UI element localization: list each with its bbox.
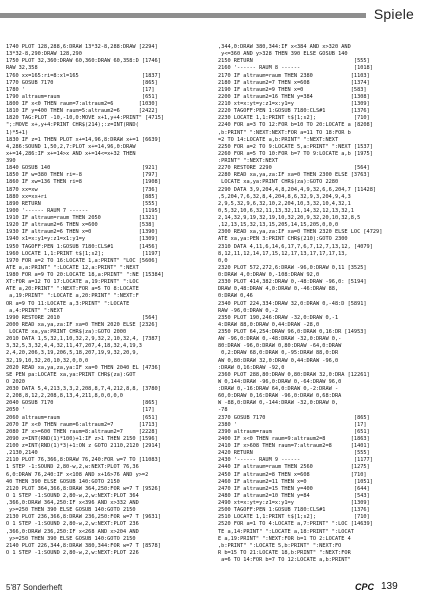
issue-label: 5'87 Sonderheft [6,583,63,592]
code-line: 2150 RETURN [555] [218,58,370,65]
code-line: 1860 IF xw=136 THEN ri=8 [1908] [6,179,161,186]
code-line: 2080 IF x>=600 THEN raum=8:altraum2=7 [2228] [6,428,158,435]
code-line: 1740 PLOT 128,288,6:DRAW 13*32-8,288:DRAW [2294] [6,44,158,50]
code-line: 1970 FOR a=2 TO 16:LOCATE 1,a:PRINT" "LOC [5606] [6,257,158,264]
code-line: 2210 xt=x:yt=y:z1=x:y1=y [1309] [218,101,370,107]
code-line: 2410 IF x>608 THEN raum=7:altraum2=8 [1401] [218,443,370,449]
code-line: 2190 IF altraum2=9 THEN x=0 [583] [218,86,367,93]
code-line: y>=250 THEN 390 ELSE GOSUB 140:GOTO 2150 [6,507,136,514]
code-line: ,b:PRINT" ":NEXT:NEXT:FOR a=11 TO 18:FOR b [218,129,351,136]
code-line: :DRAW 0,-16:DRAW 64,0:DRAW 0,-2:DRAW - [218,386,339,392]
code-line: 32,19,10,32,20,10,32,0,0,0 [6,357,89,364]
code-line: 2300 READ xa,ya,za:IF xa=0 THEN 2320 ELSE LOC [4729] [218,229,383,236]
code-line: 2380 ' [17] [218,421,367,428]
code-line: 2040 GOSUB 7170 [865] [6,400,158,407]
code-line: 2180 IF altraum2=7 THEN x=608 [1374] [218,79,370,86]
code-line: 2,9,5,32,9,6,32,10,2,204,10,3,32,10,4,32,1 [218,200,351,207]
code-line: 1870 xx=xw [736] [6,186,158,193]
code-line: 2280 READ xa,ya,za:IF xa=0 THEN 2300 ELSE [3763] [218,172,370,179]
code-line: 1800 IF x<0 THEN raum=7:altraum2=6 [1030] [6,101,158,107]
listing-column-right [218,44,414,564]
code-line: 1780 ' [17] [6,86,155,93]
code-line: 2350 PLOT 64,254:DRAW 96,0:DRAW 0,16:DR [14953] [218,329,367,335]
code-line: 2370 GOSUB 7170 [865] [218,414,370,421]
code-line: 0,5,32,10,6,32,11,13,32,11,14,32,12,13,32,1 [218,207,354,214]
code-line: 2330 PLOT 414,382:DRAW 0,-48:DRAW -96,0: [5194] [218,279,367,286]
code-line: :DRAW 0,16:DRAW -92,0 [218,364,285,371]
code-line: 2,208,8,12,2,208,8,13,4,211,8,0,0,0,0 [6,393,123,400]
code-line: 1820 TAG:PLOT -10,-10,0:MOVE x+1,y+4:PRINT" [4715] [6,115,165,122]
code-line: 1830 IF z=1 THEN PLOT x+=14,96,8:DRAW x+=1 [6639] [6,136,161,143]
code-line: 60,0:DRAW 0,16:DRAW -96,0:DRAW 0,68:DRA [218,393,342,400]
code-line: 2120 PLOT 364,366,8:DRAW 364,250:FOR w=7 T [9526] [6,485,161,492]
code-line: 2160 '------ RAUM 8 ------ [1018] [218,65,373,72]
code-line: 8,12,11,12,14,17,15,12,17,13,17,17,17,13, [218,250,348,257]
code-line: 1790 altraum=raum [651] [6,93,158,100]
code-line: RAW -96,0:DRAW 0,-2 [218,307,279,314]
page-footer [0,578,424,600]
listing-column-left [6,44,202,557]
code-line: 4,286:SOUND 1,50,2,7:PLOT x+=14,96,0:DRAW [6,143,136,150]
code-line: 2260 FOR a=5 TO 10:FOR b=7 TO 9:LOCATE a,b [1975] [218,150,373,157]
code-line: AW -96,0:DRAW 0,-48:DRAW -32,0:DRAW 0,- [218,336,342,343]
code-line: ,2130,2140 [6,450,38,457]
code-line: =2 TO 14:LOCATE a,b:PRINT" ":NEXT:NEXT [218,136,339,143]
code-line: 0,2:DRAW 68,0:DRAW 0,-95:DRAW 88,0:DR [218,350,339,357]
code-line: 2030 DATA 5,4,213,3,3,2,208,8,7,4,212,8,8, [3780] [6,386,161,392]
code-line: 2470 IF altraum2=15 THEN y=400 [644] [218,485,370,492]
code-line: ,366,0:DRAW 364,250:IF x<396 AND x>332 AND [6,500,139,506]
page-header [0,0,424,27]
code-line: O 1 STEP -1:SOUND 2,80-w,2,w:NEXT:PLOT 364 [6,492,139,499]
code-line: y<=360 AND y>328 THEN 390 ELSE GOSUB 140 [218,51,348,58]
code-line: 2320 PLOT 572,272,6:DRAW -96,0:DRAW 0,11 [3525] [218,264,367,271]
code-line: 40 THEN 390 ELSE GOSUB 140:GOTO 2150 [6,478,120,485]
code-line: ATE xa,ya:PEN 3:PRINT CHR$(210):GOTO 2300 [218,236,348,243]
code-line: 2,4,20,206,3,19,206,5,18,207,19,9,32,20,9, [6,350,139,357]
code-line: LOCATE xa,ya:PRINT CHR$(za):GOTO 2280 [218,179,339,186]
code-line: 2490 xt=x:yt=y:z1=x:y1=y [1309] [218,500,370,506]
code-line: ";:MOVE x+,y+4:PRINT CHR$(214);:z=INT(RND( [6,122,139,129]
section-title: Spiele [373,6,414,22]
code-line: 2070 IF x<0 THEN raum=6:altraum2=7 [1713] [6,421,158,428]
code-line: 2060 altraum=raum [651] [6,414,158,421]
code-line: 1920 IF altraum2=6 THEN x=600 [538] [6,222,155,229]
code-line: 2170 IF altraum=raum THEN 2380 [1103] [218,72,370,79]
code-line: O 1 STEP -1:SOUND 2,80-w,2,w:NEXT:PLOT 236 [6,521,139,528]
code-line: 1880 xx=xx+ri [885] [6,193,158,200]
code-line: 1810 IF y=400 THEN raum=5:altraum2=6 [2422] [6,108,158,115]
code-line: 1940 x1=x:y1=y:z1=x1:y1=y [1309] [6,236,158,243]
code-line: a,19:PRINT" ":LOCATE a,20:PRINT" ":NEXT:F [6,293,139,300]
code-line: O 2020 [6,378,25,385]
code-line: 3,32,5,3,32,4,4,32,11,47,207,4,18,32,4,19,3 [6,343,142,350]
code-line: ,366,0:DRAW 236,250:IF x<268 AND x>204 AND [6,528,139,535]
code-line: 1930 IF altraum2=6 THEN x=0 [1390] [6,229,158,236]
code-line: 2440 IF altraum=raum THEN 2560 [1275] [218,464,370,471]
code-line: 6,0:DRAW 76,240:IF x<108 AND x+16>76 AND y>=2 [6,471,149,478]
code-line: 2220 TAGOFF:PEN 1:GOSUB 7180:CLS#1 [1376] [218,108,370,115]
code-line: 80:DRAW -96,0:DRAW 0,80:DRAW -64,0:DRAW [218,343,342,350]
code-line: 1750 PLOT 32,360:DRAW 60,360:DRAW 60,358:D [1746] [6,58,161,65]
code-line: 2310 DATA 4,11,6,14,6,17,7,6,7,12,7,13,12, [4079] [218,243,373,250]
code-line: ,5,204,7,6,32,8,4,204,8,6,32,9,3,204,9,4,3 [218,193,351,200]
code-line: a,4:PRINT" ":NEXT [6,307,63,314]
code-line: -78 [218,407,228,414]
magazine-logo: CPC [355,582,375,592]
code-line: 2520 FOR a=1 TO 4:LOCATE a,7:PRINT" ":LOC [14639] [218,521,373,528]
code-line: 1850 IF w=380 THEN ri=-8 [797] [6,172,158,179]
code-line: 2250 FOR a=2 TO 9:LOCATE 5,a:PRINT" ":NEXT [1537] [218,143,373,150]
code-line: 2420 RETURN [555] [218,450,370,457]
code-line: 2000 READ xa,ya,za:IF xa=0 THEN 2020 ELSE [2326] [6,321,158,328]
code-line: 1950 TAGOFF:PEN 1:GOSUB 7180:CLS#1 [1456] [6,243,158,250]
code-line: DRAW 0,48:DRAW 4,0:DRAW 0,-46:DRAW 88, [218,286,339,293]
code-line: 2480 IF altraum2=10 THEN y=84 [543] [218,492,370,499]
code-line: 2130 PLOT 236,366,8:DRAW 236,250:FOR w=7 T [9631] [6,514,161,521]
code-line: y>=250 THEN 390 ELSE GOSUB 140:GOTO 2150 [6,535,136,542]
code-line: 2360 PLOT 288,80:DRAW 0,80:DRAW 32,0:DRA [12261] [218,371,370,378]
code-line: ,344,0:DRAW 380,344:IF x<384 AND x>320 AND [218,44,351,50]
code-line: 2290 DATA 3,9,204,4,8,204,4,9,32,6,6,204,7 [11428] [218,186,377,193]
code-line: 390 [6,158,16,164]
code-line: 1770 GOSUB 7170 [865] [6,79,158,86]
code-line: 1980 FOR a=9 TO 20:LOCATE 18,a:PRINT" ":NE [15384] [6,272,165,278]
code-line: 2510 LOCATE 1,1:PRINT t$[1;s2]; [710] [218,514,370,521]
code-line: :PRINT" ":NEXT:NEXT [218,158,279,164]
code-line: 2020 READ xa,ya,za,ya:IF xa=0 THEN 2040 EL [4736] [6,364,161,371]
code-line: W -88,0:DRAW 0,-144:DRAW -32,0:DRAW 0, [218,400,339,407]
code-line: 2200 IF altraum2=16 THEN y=384 [1308] [218,93,370,100]
header-rule [0,13,366,18]
code-line: x+=14,286:IF x+=14>x AND x+=14<=x+32 THEN [6,150,136,157]
code-line: 1910 IF altraum=raum THEN 2050 [1321] [6,215,158,221]
code-line: 4:DRAW 88,0:DRAW 0,44:DRAW -28,0 [218,321,320,328]
code-line: TE a,14:PRINT" ":LOCATE a,18:PRINT" ":LOCAT [218,528,354,535]
code-line: LOCATE xa,ya:PRINT CHR$(za):GOTO 2000 [6,329,127,335]
code-line: 2270 RESTORE 2290 [564] [218,165,370,172]
code-line: 13*32-8,290:DRAW 128,290 [6,51,82,58]
code-line: 1900 '------ RAUM 7 ------ [1195] [6,207,161,214]
code-line: AW 0,80:DRAW 32,0:DRAW 0,44:DRAW -96,0 [218,357,339,364]
code-line: 2460 IF altraum2=11 THEN x=0 [1051] [218,478,373,485]
code-line: 1890 RETURN [555] [6,200,158,207]
code-line: 2100 z=INT(RND(1)*3)+1:ON z GOTO 2110,2120 [2914] [6,443,161,449]
code-line: 2230 LOCATE 1,1:PRINT t$[1;s2]; [710] [218,115,370,122]
code-line: 2500 TAGOFF:PEN 1:GOSUB 7180:CLS#1 [1376] [218,507,370,514]
code-line: 2340 PLOT 224,334:DRAW 32,0:DRAW 0,-48:D [5891] [218,300,367,307]
code-line: SE PEN pa:LOCATE xa,ya:PRINT CHR$(za):GOT [6,371,136,378]
code-line: W 0,144:DRAW -96,0:DRAW 0,-64:DRAW 96,0 [218,378,342,385]
code-line: 2110 PLOT 76,366,8:DRAW 76,240:FOR w=7 TO [11083] [6,457,161,464]
code-line: R b=15 TO 21:LOCATE 18,b:PRINT" ":NEXT:FOR [218,549,351,556]
code-line: 2140 PLOT 226,344,8:DRAW 380,344:FOR w=7 T [8578] [6,542,161,549]
code-line: 1 STEP -1:SOUND 2,80-w,2,w:NEXT:PLOT 76,36 [6,464,139,471]
code-line: 2090 z=INT(RND(1)*100)+1:IF z>1 THEN 2150 [1596] [6,435,158,442]
code-line: 2010 DATA 1,5,32,1,10,32,2,9,32,2,10,32,4, [7387] [6,336,161,343]
code-line: 0:DRAW 4,0:DRAW 0,-108:DRAW 92,0 [218,272,320,278]
code-line: ,b:PRINT" ":LOCATE 5,b:PRINT" ":NEXT:FO [218,542,342,549]
code-line: 2430 '------ RAUM 9 ------ [1177] [218,457,373,464]
code-line: RAW 32,358 [6,65,38,72]
code-line: 1990 RESTORE 2010 [564] [6,314,158,321]
code-line: 2240 FOR a=3 TO 12:FOR b=10 TO 20:LOCATE a [8208] [218,122,373,129]
code-line: XT:FOR a=12 TO 17:LOCATE a,19:PRINT" ":LOC [6,279,139,286]
code-line: 2400 IF x<0 THEN raum=9:altraum2=8 [1863] [218,435,370,442]
code-line: 1760 xx=165:ri=8:xl=165 [1837] [6,72,161,79]
code-line: 2350 PLOT 190,246:DRAW -32,0:DRAW 0,-1 [218,314,339,321]
code-line: O 1 STEP -1:SOUND 2,80-w,2,w:NEXT:PLOT 226 [6,549,139,556]
code-line: 0,0 [218,257,228,264]
code-line: 2050 ' [17] [6,407,155,414]
code-line: ATE a,20:PRINT" ":NEXT:FOR a=5 TO 8:LOCATE [6,286,139,293]
code-line: 2390 altraum=raum [651] [218,428,370,435]
code-line: 1960 LOCATE 1,1:PRINT t$[1;s2]; [1197] [6,250,161,257]
code-line: a=6 TO 14:FOR b=7 TO 12:LOCATE a,b:PRINT" [218,557,351,563]
code-line: 0:DRAW 0,46 [218,293,253,300]
code-line: 1840 GOSUB 140 [921] [6,165,158,172]
code-line: 2450 IF altraum2=8 THEN x=608 [710] [218,471,367,478]
code-line: OR a=9 TO 11:LOCATE a,3:PRINT" ":LOCATE [6,300,130,307]
page-number: 139 [381,581,398,592]
code-line: 1)*5+1) [6,129,29,136]
code-line: E a,19:PRINT" ":NEXT:FOR b=1 TO 2:LOCATE 4 [218,535,351,542]
code-line: ,12,13,15,32,13,15,205,14,15,205,0,0,0 [218,222,339,229]
code-line: 2,14,32,9,19,32,19,10,32,20,9,32,20,10,32,8,5 [218,215,361,221]
code-line: ATE a,a:PRINT" ":LOCATE 12,a:PRINT" ":NEXT [6,264,139,271]
